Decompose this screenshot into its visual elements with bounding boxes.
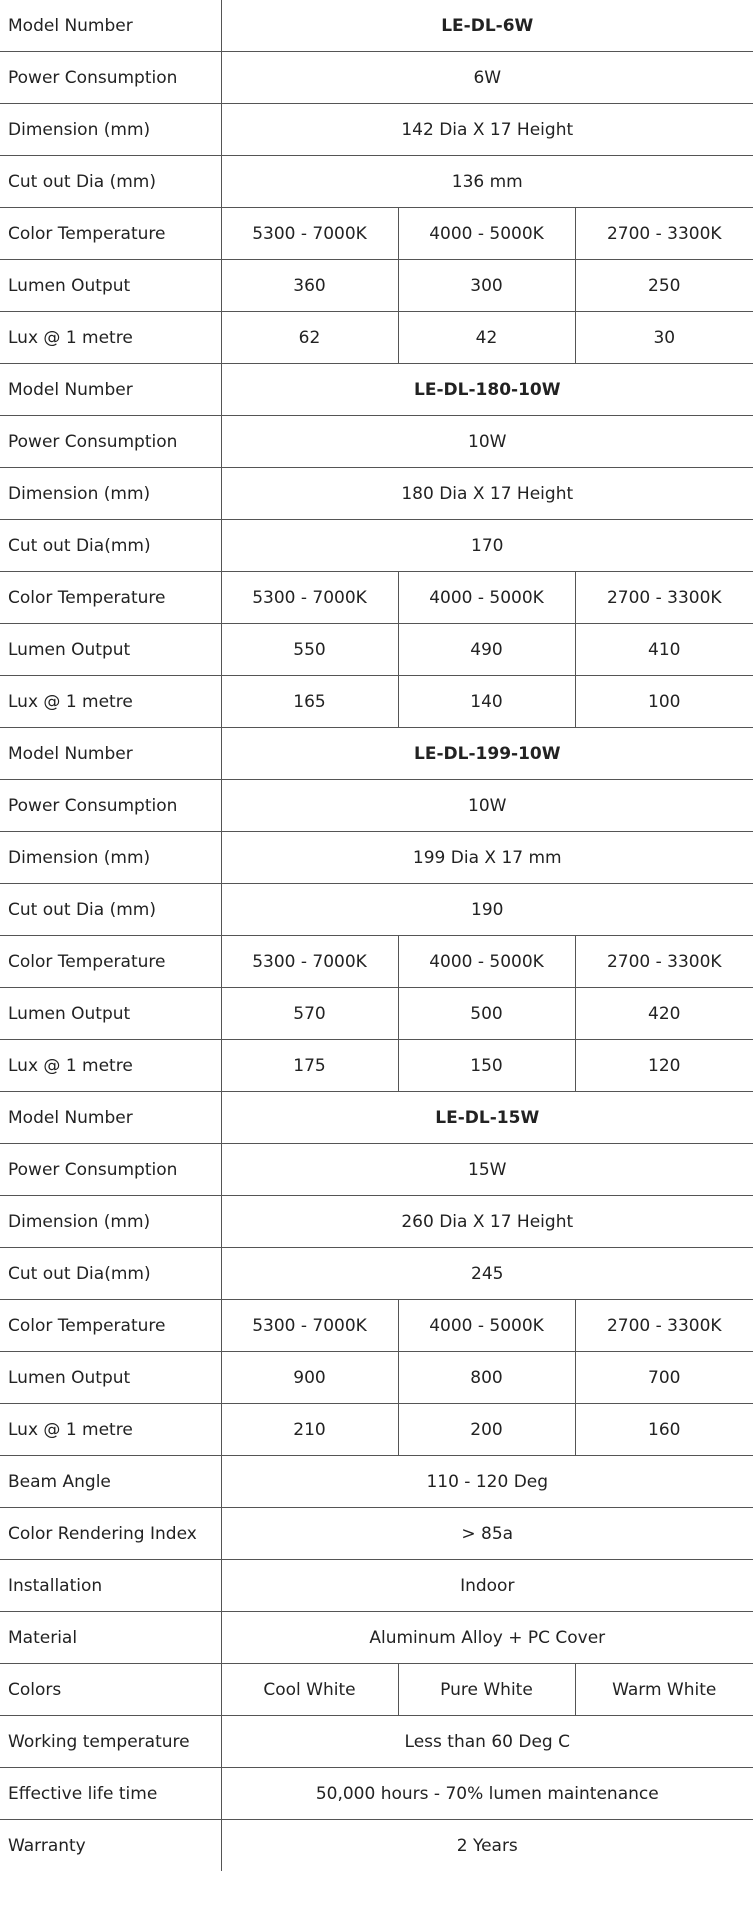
spec-value: 50,000 hours - 70% lumen maintenance <box>221 1768 753 1820</box>
spec-row <box>0 520 753 572</box>
spec-label: Dimension (mm) <box>0 1196 221 1248</box>
spec-label: Model Number <box>0 364 221 416</box>
spec-row <box>0 1612 753 1664</box>
spec-label: Power Consumption <box>0 416 221 468</box>
spec-value: 550 <box>221 624 398 676</box>
spec-value: 570 <box>221 988 398 1040</box>
spec-row <box>0 1196 753 1248</box>
spec-value: 5300 - 7000K <box>221 1300 398 1352</box>
spec-value: 2 Years <box>221 1820 753 1872</box>
spec-value: 4000 - 5000K <box>398 208 575 260</box>
spec-row <box>0 936 753 988</box>
spec-value: 6W <box>221 52 753 104</box>
spec-label: Lux @ 1 metre <box>0 1040 221 1092</box>
spec-value: 2700 - 3300K <box>575 1300 753 1352</box>
spec-label: Cut out Dia (mm) <box>0 884 221 936</box>
spec-row <box>0 1300 753 1352</box>
spec-value: 800 <box>398 1352 575 1404</box>
spec-row <box>0 104 753 156</box>
spec-row <box>0 832 753 884</box>
spec-value: Pure White <box>398 1664 575 1716</box>
spec-value: 2700 - 3300K <box>575 936 753 988</box>
spec-label: Beam Angle <box>0 1456 221 1508</box>
spec-label: Lumen Output <box>0 624 221 676</box>
spec-value: 2700 - 3300K <box>575 208 753 260</box>
spec-value: 210 <box>221 1404 398 1456</box>
spec-value: > 85a <box>221 1508 753 1560</box>
spec-row <box>0 1508 753 1560</box>
spec-row <box>0 468 753 520</box>
spec-label: Color Temperature <box>0 208 221 260</box>
spec-value: 140 <box>398 676 575 728</box>
spec-value: 42 <box>398 312 575 364</box>
spec-row <box>0 0 753 52</box>
spec-row <box>0 208 753 260</box>
spec-value: 15W <box>221 1144 753 1196</box>
spec-value: 200 <box>398 1404 575 1456</box>
model-number-value: LE-DL-180-10W <box>221 364 753 416</box>
spec-value: 199 Dia X 17 mm <box>221 832 753 884</box>
spec-value: 5300 - 7000K <box>221 572 398 624</box>
spec-value: Aluminum Alloy + PC Cover <box>221 1612 753 1664</box>
spec-label: Cut out Dia(mm) <box>0 1248 221 1300</box>
spec-value: 4000 - 5000K <box>398 572 575 624</box>
spec-value: 420 <box>575 988 753 1040</box>
spec-value: 142 Dia X 17 Height <box>221 104 753 156</box>
spec-label: Material <box>0 1612 221 1664</box>
spec-value: 100 <box>575 676 753 728</box>
spec-row <box>0 676 753 728</box>
spec-row <box>0 312 753 364</box>
spec-value: 10W <box>221 780 753 832</box>
spec-label: Model Number <box>0 0 221 52</box>
spec-value: 410 <box>575 624 753 676</box>
spec-row <box>0 1664 753 1716</box>
spec-value: 2700 - 3300K <box>575 572 753 624</box>
spec-value: 150 <box>398 1040 575 1092</box>
spec-value: 120 <box>575 1040 753 1092</box>
spec-value: 62 <box>221 312 398 364</box>
spec-row <box>0 260 753 312</box>
spec-label: Color Temperature <box>0 572 221 624</box>
spec-label: Cut out Dia (mm) <box>0 156 221 208</box>
model-number-value: LE-DL-6W <box>221 0 753 52</box>
spec-row <box>0 52 753 104</box>
spec-row <box>0 1820 753 1872</box>
spec-value: 170 <box>221 520 753 572</box>
spec-value: 260 Dia X 17 Height <box>221 1196 753 1248</box>
spec-value: 4000 - 5000K <box>398 1300 575 1352</box>
spec-label: Cut out Dia(mm) <box>0 520 221 572</box>
spec-value: 4000 - 5000K <box>398 936 575 988</box>
spec-value: 175 <box>221 1040 398 1092</box>
spec-value: 490 <box>398 624 575 676</box>
spec-value: 160 <box>575 1404 753 1456</box>
spec-value: 136 mm <box>221 156 753 208</box>
spec-label: Model Number <box>0 728 221 780</box>
model-number-value: LE-DL-15W <box>221 1092 753 1144</box>
spec-value: 250 <box>575 260 753 312</box>
spec-row <box>0 1040 753 1092</box>
spec-label: Power Consumption <box>0 780 221 832</box>
model-number-value: LE-DL-199-10W <box>221 728 753 780</box>
spec-row <box>0 572 753 624</box>
spec-row <box>0 1716 753 1768</box>
spec-label: Color Temperature <box>0 936 221 988</box>
spec-label: Installation <box>0 1560 221 1612</box>
spec-row <box>0 1144 753 1196</box>
spec-row <box>0 1092 753 1144</box>
spec-value: 165 <box>221 676 398 728</box>
spec-label: Dimension (mm) <box>0 832 221 884</box>
spec-label: Power Consumption <box>0 1144 221 1196</box>
spec-value: 190 <box>221 884 753 936</box>
spec-row <box>0 1404 753 1456</box>
spec-label: Lux @ 1 metre <box>0 312 221 364</box>
spec-row <box>0 884 753 936</box>
spec-value: 180 Dia X 17 Height <box>221 468 753 520</box>
spec-label: Colors <box>0 1664 221 1716</box>
spec-label: Lumen Output <box>0 1352 221 1404</box>
spec-label: Color Temperature <box>0 1300 221 1352</box>
spec-row <box>0 624 753 676</box>
spec-row <box>0 1560 753 1612</box>
spec-label: Lumen Output <box>0 988 221 1040</box>
spec-value: Indoor <box>221 1560 753 1612</box>
spec-value: 245 <box>221 1248 753 1300</box>
spec-row <box>0 1352 753 1404</box>
spec-value: 700 <box>575 1352 753 1404</box>
spec-row <box>0 1768 753 1820</box>
spec-label: Effective life time <box>0 1768 221 1820</box>
spec-row <box>0 1456 753 1508</box>
spec-value: 110 - 120 Deg <box>221 1456 753 1508</box>
spec-value: 360 <box>221 260 398 312</box>
spec-value: 30 <box>575 312 753 364</box>
spec-row <box>0 988 753 1040</box>
spec-label: Dimension (mm) <box>0 468 221 520</box>
spec-label: Model Number <box>0 1092 221 1144</box>
spec-row <box>0 156 753 208</box>
spec-label: Lux @ 1 metre <box>0 1404 221 1456</box>
spec-value: 300 <box>398 260 575 312</box>
spec-value: Cool White <box>221 1664 398 1716</box>
spec-value: 10W <box>221 416 753 468</box>
spec-label: Lux @ 1 metre <box>0 676 221 728</box>
spec-value: Warm White <box>575 1664 753 1716</box>
spec-value: Less than 60 Deg C <box>221 1716 753 1768</box>
spec-row <box>0 728 753 780</box>
spec-value: 500 <box>398 988 575 1040</box>
spec-row <box>0 416 753 468</box>
spec-row <box>0 780 753 832</box>
spec-label: Dimension (mm) <box>0 104 221 156</box>
spec-label: Color Rendering Index <box>0 1508 221 1560</box>
spec-row <box>0 364 753 416</box>
spec-value: 5300 - 7000K <box>221 936 398 988</box>
spec-value: 5300 - 7000K <box>221 208 398 260</box>
spec-label: Lumen Output <box>0 260 221 312</box>
spec-label: Warranty <box>0 1820 221 1872</box>
spec-value: 900 <box>221 1352 398 1404</box>
spec-row <box>0 1248 753 1300</box>
spec-label: Working temperature <box>0 1716 221 1768</box>
spec-label: Power Consumption <box>0 52 221 104</box>
